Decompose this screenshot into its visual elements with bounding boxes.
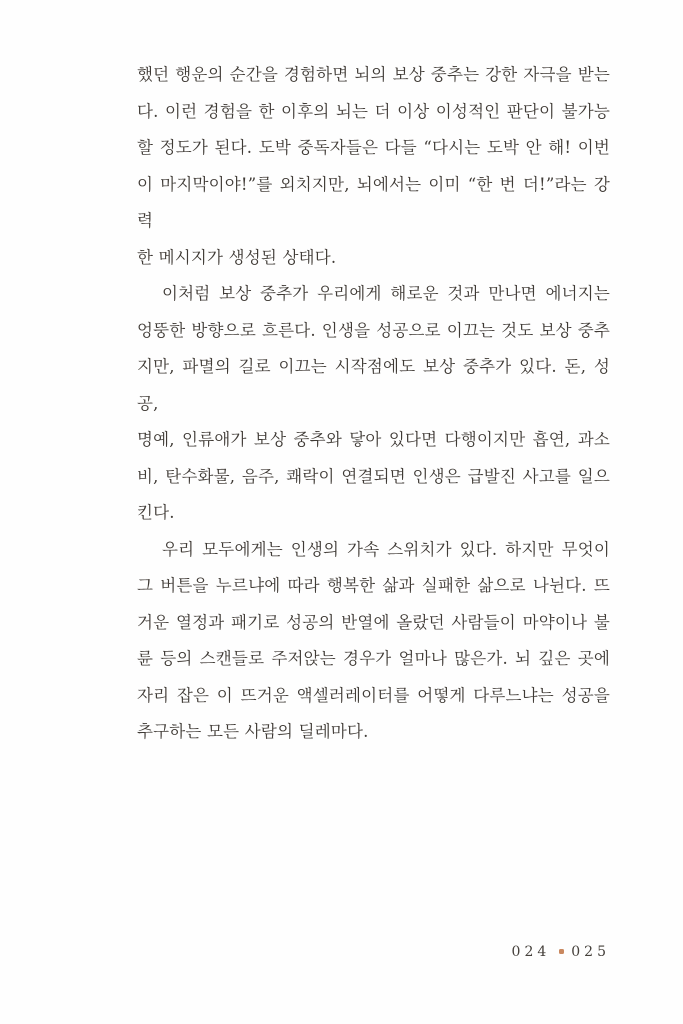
left-page-number: 024 <box>511 944 551 960</box>
body-text <box>137 57 610 751</box>
text-line: 다. 이런 경험을 한 이후의 뇌는 더 이상 이성적인 판단이 불가능 <box>137 101 610 121</box>
text-line: 추구하는 모든 사람의 딜레마다. <box>137 722 369 741</box>
text-line: 엉뚱한 방향으로 흐른다. 인생을 성공으로 이끄는 것도 보상 중추 <box>137 320 610 340</box>
right-page-number: 025 <box>571 944 610 960</box>
text-line: 킨다. <box>137 503 175 522</box>
paragraph-3 <box>137 532 610 751</box>
page-numbers <box>137 944 610 960</box>
text-line: 지만, 파멸의 길로 이끄는 시작점에도 보상 중추가 있다. 돈, 성공, <box>137 357 610 413</box>
text-line: 할 정도가 된다. 도박 중독자들은 다들 “다시는 도박 안 해! 이번 <box>137 138 610 157</box>
text-line: 이처럼 보상 중추가 우리에게 해로운 것과 만나면 에너지는 <box>162 284 610 303</box>
text-line: 한 메시지가 생성된 상태다. <box>137 247 337 267</box>
separator-dot-icon <box>559 949 564 954</box>
text-line: 명예, 인류애가 보상 중추와 닿아 있다면 다행이지만 흡연, 과소 <box>137 430 610 449</box>
paragraph-1 <box>137 57 610 276</box>
text-line: 우리 모두에게는 인생의 가속 스위치가 있다. 하지만 무엇이 <box>162 539 610 559</box>
text-line: 비, 탄수화물, 음주, 쾌락이 연결되면 인생은 급발진 사고를 일으 <box>137 466 610 486</box>
text-line: 이 마지막이야!”를 외치지만, 뇌에서는 이미 “한 번 더!”라는 강력 <box>137 174 610 230</box>
text-line: 했던 행운의 순간을 경험하면 뇌의 보상 중추는 강한 자극을 받는 <box>137 65 610 84</box>
text-line: 자리 잡은 이 뜨거운 액셀러레이터를 어떻게 다루느냐는 성공을 <box>137 685 610 705</box>
text-line: 륜 등의 스캔들로 주저앉는 경우가 얼마나 많은가. 뇌 깊은 곳에 <box>137 649 610 668</box>
text-line: 거운 열정과 패기로 성공의 반열에 올랐던 사람들이 마약이나 불 <box>137 612 610 632</box>
paragraph-2 <box>137 276 610 532</box>
text-line: 그 버튼을 누르냐에 따라 행복한 삶과 실패한 삶으로 나뉜다. 뜨 <box>137 576 610 595</box>
